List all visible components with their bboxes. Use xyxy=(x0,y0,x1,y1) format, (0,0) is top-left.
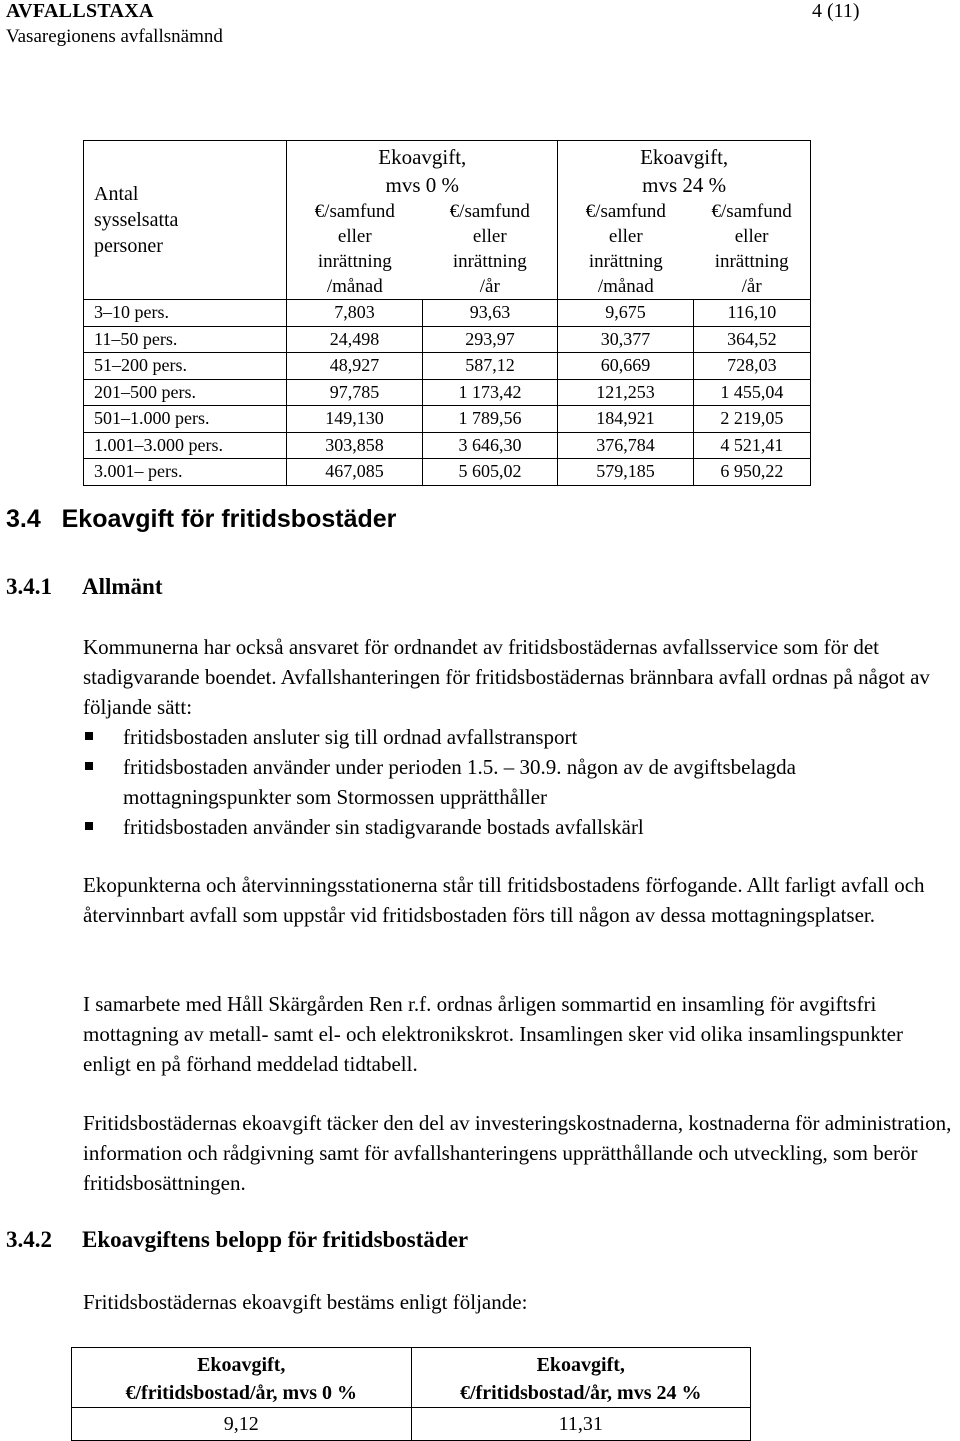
fee-table-row xyxy=(84,432,811,459)
fee-value: 3 646,30 xyxy=(422,432,558,459)
subheader-line: eller xyxy=(472,226,507,247)
bullet-list xyxy=(83,722,958,842)
subheader-line: /månad xyxy=(326,276,383,297)
fee-table-row xyxy=(84,379,811,406)
section-heading xyxy=(6,505,396,534)
bullet-square-icon xyxy=(85,762,93,770)
fee-value: 116,10 xyxy=(693,300,810,327)
group-header-line: Ekoavgift, xyxy=(640,145,729,169)
subheader-line: €/samfund xyxy=(711,201,792,222)
paragraph-kostnader: Fritidsbostädernas ekoavgift täcker den del av investeringskostnaderna, kostnaderna för administration, information och rådgivning samt för avfallshanteringens upprätthållande och utveckling, som berör fritidsbosättningen. xyxy=(83,1111,952,1195)
ekoavgift-value-mvs0: 9,12 xyxy=(72,1408,412,1441)
paragraph-samarbete: I samarbete med Håll Skärgården Ren r.f. ordnas årligen sommartid en insamling för avgiftsfri mottagning av metall- samt el- och elektronikskrot. Insamlingen sker vid olika insamlingspunkter enligt en på förhand meddelad tidtabell. xyxy=(83,992,903,1076)
group-header-line: mvs 0 % xyxy=(385,173,460,197)
header-line: €/fritidsbostad/år, mvs 24 % xyxy=(459,1382,702,1404)
subheader-line: inrättning xyxy=(588,251,663,272)
bullet-text: fritidsbostaden ansluter sig till ordnad avfallstransport xyxy=(123,725,578,749)
bullet-item xyxy=(83,812,958,842)
subheader-line: /månad xyxy=(597,276,654,297)
bullet-square-icon xyxy=(85,732,93,740)
fee-value: 30,377 xyxy=(558,326,694,353)
subsection-number: 3.4.2 xyxy=(6,1227,52,1252)
persons-header-line: personer xyxy=(94,235,163,257)
fee-value: 467,085 xyxy=(287,459,423,486)
subheader-cell xyxy=(558,199,694,300)
subheader-line: inrättning xyxy=(452,251,527,272)
row-label: 1.001–3.000 pers. xyxy=(84,432,287,459)
ekoavgift-table xyxy=(71,1347,751,1441)
bullet-item xyxy=(83,752,958,812)
ekoavgift-value-mvs24: 11,31 xyxy=(411,1408,751,1441)
fee-value: 293,97 xyxy=(422,326,558,353)
fee-value: 728,03 xyxy=(693,353,810,380)
fee-value: 184,921 xyxy=(558,406,694,433)
subsection-heading-belopp xyxy=(6,1227,468,1253)
fee-table-row xyxy=(84,459,811,486)
fee-table-row xyxy=(84,326,811,353)
fee-table-row xyxy=(84,353,811,380)
subheader-line: €/samfund xyxy=(585,201,666,222)
header-line: Ekoavgift, xyxy=(197,1354,286,1376)
fee-value: 60,669 xyxy=(558,353,694,380)
fee-value: 587,12 xyxy=(422,353,558,380)
subheader-line: eller xyxy=(734,226,769,247)
document-title: AVFALLSTAXA xyxy=(6,0,154,22)
fee-value: 1 455,04 xyxy=(693,379,810,406)
subheader-line: /år xyxy=(741,276,762,297)
group-header-line: Ekoavgift, xyxy=(378,145,467,169)
bullet-text: fritidsbostaden använder sin stadigvarande bostads avfallskärl xyxy=(123,815,644,839)
subheader-line: €/samfund xyxy=(314,201,395,222)
paragraph-bestams: Fritidsbostädernas ekoavgift bestäms enligt följande: xyxy=(83,1290,528,1314)
bullet-square-icon xyxy=(85,822,93,830)
row-label: 501–1.000 pers. xyxy=(84,406,287,433)
ekoavgift-header-mvs0 xyxy=(72,1348,412,1408)
fee-value: 579,185 xyxy=(558,459,694,486)
row-label: 51–200 pers. xyxy=(84,353,287,380)
fee-table-row xyxy=(84,300,811,327)
subheader-line: inrättning xyxy=(317,251,392,272)
header-line: Ekoavgift, xyxy=(536,1354,625,1376)
fee-value: 24,498 xyxy=(287,326,423,353)
paragraph-intro: Kommunerna har också ansvaret för ordnandet av fritidsbostädernas avfallsservice som för det stadigvarande boendet. Avfallshanteringen för fritidsbostädernas brännbara avfall ordnas på något av följande sätt: xyxy=(83,635,930,719)
fee-value: 149,130 xyxy=(287,406,423,433)
fee-table xyxy=(83,140,811,486)
fee-value: 5 605,02 xyxy=(422,459,558,486)
fee-value: 303,858 xyxy=(287,432,423,459)
row-label: 201–500 pers. xyxy=(84,379,287,406)
ekoavgift-header-row xyxy=(72,1348,751,1408)
fee-value: 48,927 xyxy=(287,353,423,380)
subsection-number: 3.4.1 xyxy=(6,574,52,599)
fee-value: 1 173,42 xyxy=(422,379,558,406)
bullet-text: fritidsbostaden använder under perioden 1.5. – 30.9. någon av de avgiftsbelagda mottagningspunkter som Stormossen upprätthåller xyxy=(123,755,796,809)
section-number: 3.4 xyxy=(6,505,41,533)
persons-header xyxy=(84,141,287,300)
subsection-title: Ekoavgiftens belopp för fritidsbostäder xyxy=(82,1227,469,1252)
subheader-cell xyxy=(422,199,558,300)
fee-value: 9,675 xyxy=(558,300,694,327)
document-subtitle: Vasaregionens avfallsnämnd xyxy=(6,26,223,47)
header-line: €/fritidsbostad/år, mvs 0 % xyxy=(125,1382,357,1404)
subsection-title: Allmänt xyxy=(82,574,163,599)
subheader-line: €/samfund xyxy=(449,201,530,222)
subheader-line: eller xyxy=(337,226,372,247)
fee-value: 121,253 xyxy=(558,379,694,406)
fee-value: 2 219,05 xyxy=(693,406,810,433)
row-label: 11–50 pers. xyxy=(84,326,287,353)
subheader-cell xyxy=(287,199,423,300)
fee-value: 364,52 xyxy=(693,326,810,353)
row-label: 3.001– pers. xyxy=(84,459,287,486)
subheader-cell xyxy=(693,199,810,300)
persons-header-line: Antal xyxy=(94,183,139,205)
ekoavgift-header-mvs24 xyxy=(411,1348,751,1408)
group-header-mvs0 xyxy=(287,141,558,200)
fee-value: 97,785 xyxy=(287,379,423,406)
fee-value: 6 950,22 xyxy=(693,459,810,486)
page-number: 4 (11) xyxy=(812,0,860,22)
persons-header-line: sysselsatta xyxy=(94,209,179,231)
row-label: 3–10 pers. xyxy=(84,300,287,327)
subheader-line: /år xyxy=(479,276,500,297)
group-header-line: mvs 24 % xyxy=(642,173,727,197)
paragraph-ekopunkter: Ekopunkterna och återvinningsstationerna står till fritidsbostadens förfogande. Allt farligt avfall och återvinnbart avfall som uppstår vid fritidsbostaden förs till någon av dessa mottagningsplatser. xyxy=(83,873,925,927)
subheader-line: eller xyxy=(608,226,643,247)
section-title: Ekoavgift för fritidsbostäder xyxy=(61,505,397,533)
subsection-heading-allmant xyxy=(6,574,163,600)
fee-table-header-row xyxy=(84,141,811,200)
subheader-line: inrättning xyxy=(714,251,789,272)
fee-value: 1 789,56 xyxy=(422,406,558,433)
fee-value: 376,784 xyxy=(558,432,694,459)
group-header-mvs24 xyxy=(558,141,811,200)
fee-value: 4 521,41 xyxy=(693,432,810,459)
fee-value: 93,63 xyxy=(422,300,558,327)
fee-value: 7,803 xyxy=(287,300,423,327)
bullet-item xyxy=(83,722,958,752)
fee-table-row xyxy=(84,406,811,433)
